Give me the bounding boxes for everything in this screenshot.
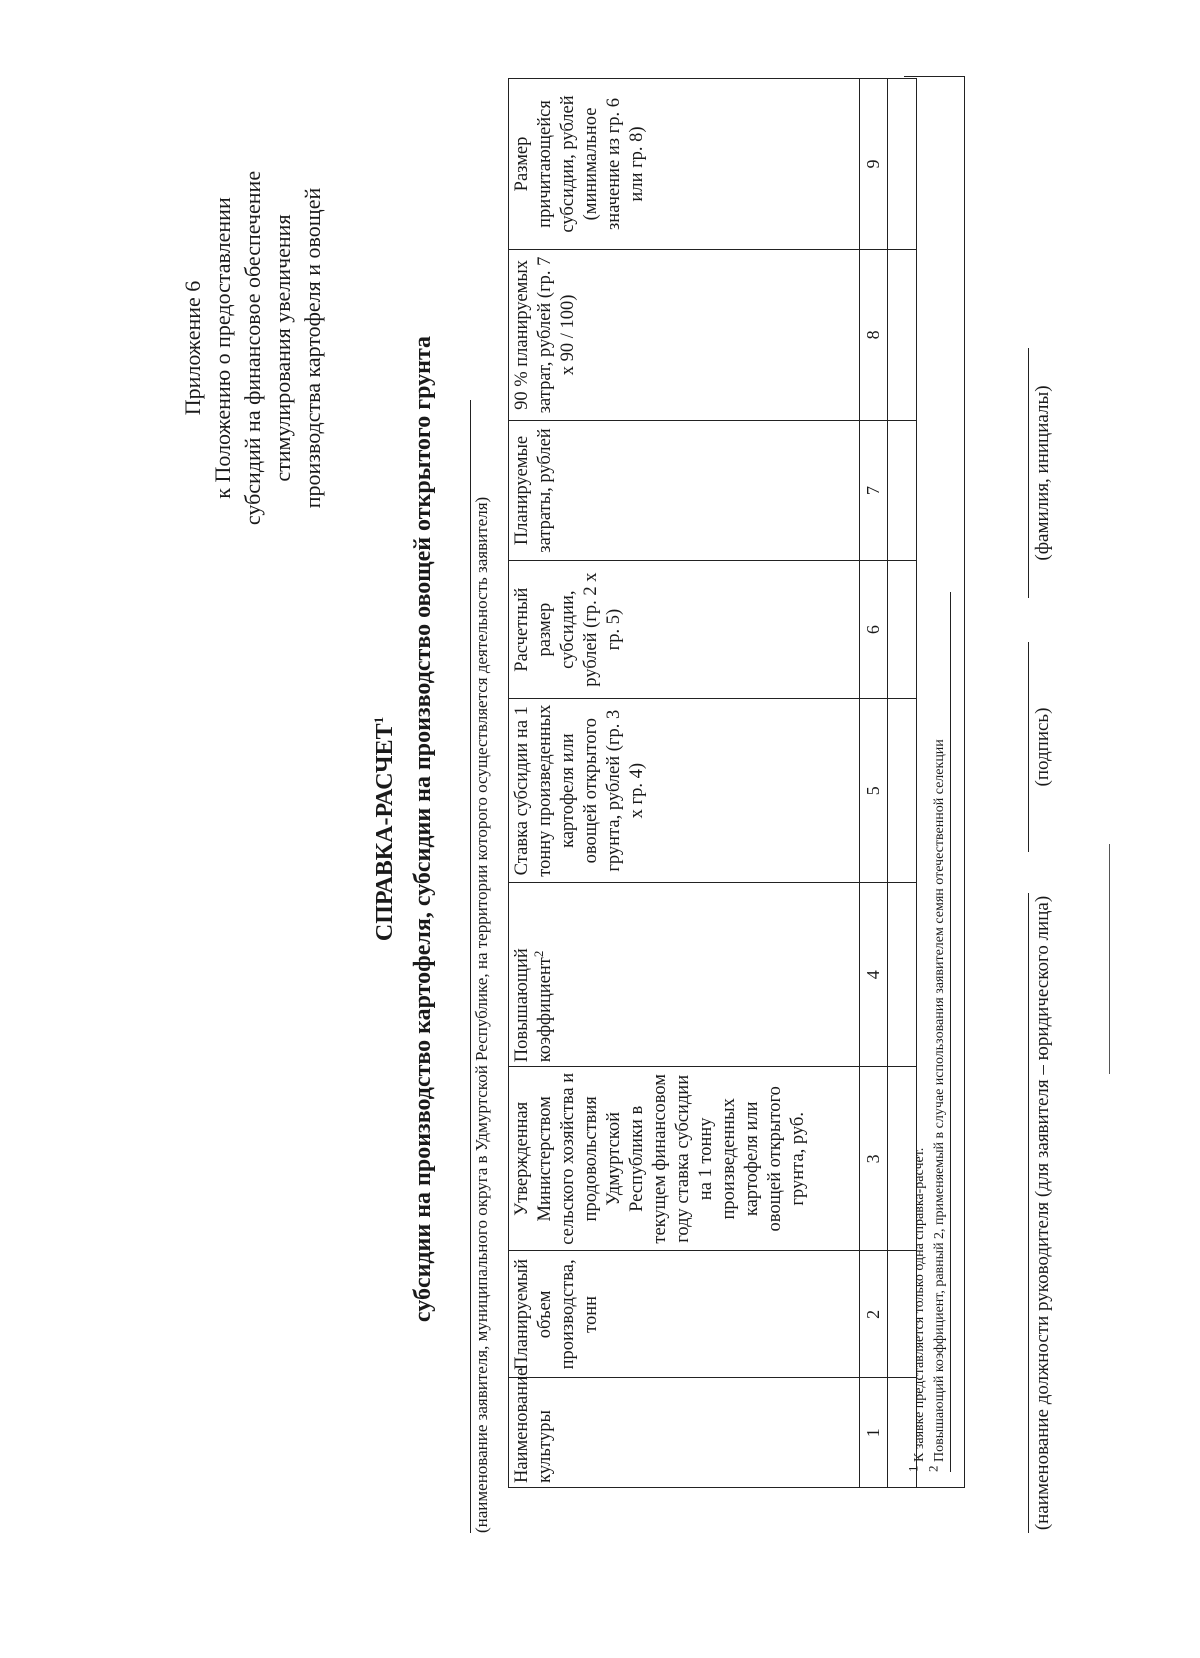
appendix-line-1: Приложение 6 — [180, 280, 205, 416]
header-text-8: 90 % планируемых затрат, рублей (гр. 7 х 90 / 100) — [512, 256, 578, 414]
header-text-4: Повышающий коэффициент — [512, 948, 555, 1063]
column-number-3: 3 — [860, 1067, 888, 1251]
header-cell-9 — [509, 79, 860, 250]
header-text-9: Размер причитающейся субсидии, рублей (минимальное значение из гр. 6 или гр. 8) — [512, 95, 647, 233]
appendix-line-4: стимулирования увеличения — [270, 214, 295, 482]
header-cell-7 — [509, 420, 860, 560]
table-header-row — [509, 79, 860, 1488]
document-subtitle: субсидии на производство картофеля, субсидии на производство овощей открытого грунта — [410, 335, 436, 1323]
column-number-5: 5 — [860, 699, 888, 883]
header-cell-8 — [509, 249, 860, 420]
footnote-2-mark: 2 — [925, 1465, 941, 1472]
column-number-2: 2 — [860, 1251, 888, 1378]
document-title — [372, 120, 399, 1538]
header-text-2: Планируемый объем производства, тонн — [512, 1258, 601, 1370]
header-cell-4 — [509, 883, 860, 1067]
footnote-1 — [905, 1147, 928, 1472]
footnote-1-mark: 1 — [905, 1465, 921, 1472]
document-title-text: СПРАВКА-РАСЧЕТ — [372, 723, 398, 942]
separator-line — [1109, 844, 1110, 1074]
appendix-line-2: к Положению о предоставлении — [210, 197, 235, 499]
applicant-caption: (наименование заявителя, муниципального округа в Удмуртской Республике, на территории которого осуществляется деятельность заявителя) — [472, 496, 491, 1533]
applicant-name-line — [470, 400, 471, 1533]
column-number-6: 6 — [860, 561, 888, 699]
title-footnote-mark: 1 — [371, 716, 386, 724]
header-cell-2 — [509, 1251, 860, 1378]
column-number-7: 7 — [860, 420, 888, 560]
name-signature-line — [1028, 348, 1029, 598]
column-number-1: 1 — [860, 1378, 888, 1488]
header-text-1: Наименование культуры — [512, 1367, 555, 1483]
footnote-2 — [925, 739, 948, 1472]
calculation-table — [508, 78, 917, 1488]
header-text-5: Ставка субсидии на 1 тонну произведенных картофеля или овощей открытого грунта, рублей (гр. 3 х гр. 4) — [512, 704, 647, 877]
header-cell-1 — [509, 1367, 860, 1488]
position-caption: (наименование должности руководителя (для заявителя – юридического лица) — [1032, 895, 1053, 1531]
position-signature-line — [1028, 893, 1029, 1533]
appendix-heading — [178, 138, 328, 558]
column-number-row — [860, 79, 888, 1488]
header-cell-5 — [509, 699, 860, 883]
name-caption: (фамилия, инициалы) — [1032, 385, 1053, 561]
footnote-1-text: К заявке представляется только одна справка-расчет. — [912, 1147, 927, 1462]
header-cell-3 — [509, 1067, 860, 1251]
signature-line — [1028, 642, 1029, 852]
footnote-2-text: Повышающий коэффициент, равный 2, применяемый в случае использования заявителем семян отечественной селекции — [932, 739, 947, 1462]
signature-caption: (подпись) — [1032, 707, 1053, 787]
appendix-line-3: субсидий на финансовое обеспечение — [240, 170, 265, 526]
column-number-8: 8 — [860, 249, 888, 420]
header-text-3: Утвержденная Министерством сельского хозяйства и продовольствия Удмуртской Республики в текущем финансовом году ставка субсидии на 1 тонну произведенных картофеля или овощей открытого грунта, руб. — [512, 1072, 808, 1245]
footnote-underline — [950, 592, 951, 1472]
header-text-7: Планируемые затраты, рублей — [512, 428, 555, 553]
appendix-line-5: производства картофеля и овощей — [300, 187, 325, 509]
header-cell-6 — [509, 561, 860, 699]
column-number-9: 9 — [860, 79, 888, 250]
header-4-footnote-mark: 2 — [530, 950, 546, 958]
header-text-6: Расчетный размер субсидии, рублей (гр. 2 х гр. 5) — [512, 572, 624, 687]
column-number-4: 4 — [860, 883, 888, 1067]
